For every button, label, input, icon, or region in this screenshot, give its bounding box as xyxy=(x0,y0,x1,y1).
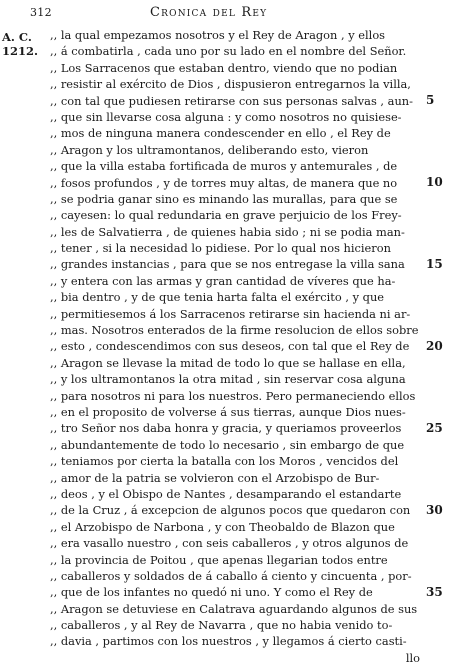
line-number: 10 xyxy=(426,174,443,189)
text-line: ,, cayesen: lo qual redundaria en grave perjuicio de los Frey- xyxy=(50,208,402,223)
text-line: ,, y entera con las armas y gran cantidad de víveres que ha- xyxy=(50,273,396,288)
text-line: ,, esto , condescendimos con sus deseos, con tal que el Rey de xyxy=(50,339,410,354)
text-line: ,, teniamos por cierta la batalla con los Moros , vencidos del xyxy=(50,454,399,469)
text-line: ,, y los ultramontanos la otra mitad , sin reservar cosa alguna xyxy=(50,372,406,387)
line-number: 25 xyxy=(426,420,443,435)
text-line: ,, tro Señor nos daba honra y gracia, y queriamos proveerlos xyxy=(50,421,402,436)
text-line: ,, mas. Nosotros enterados de la firme resolucion de ellos sobre xyxy=(50,323,419,338)
text-line: ,, abundantemente de todo lo necesario , sin embargo de que xyxy=(50,437,405,452)
text-line: ,, fosos profundos , y de torres muy altas, de manera que no xyxy=(50,175,398,190)
margin-year-note xyxy=(2,30,38,58)
text-line: ,, la qual empezamos nosotros y el Rey de Aragon , y ellos xyxy=(50,28,386,42)
running-head: Cronica del Rey xyxy=(150,5,268,20)
text-line: ,, les de Salvatierra , de quienes habia sido ; ni se podia man- xyxy=(50,224,405,239)
text-line: ,, la provincia de Poitou , que apenas llegarian todos entre xyxy=(50,552,388,567)
line-number: 15 xyxy=(426,256,443,271)
text-line: ,, resistir al exército de Dios , dispusieron entregarnos la villa, xyxy=(50,77,411,92)
text-line: ,, amor de la patria se volvieron con el Arzobispo de Bur- xyxy=(50,470,380,485)
margin-era-label: A. C. xyxy=(2,30,32,44)
text-line: ,, Aragon se llevase la mitad de todo lo que se hallase en ella, xyxy=(50,355,406,370)
text-line: ,, para nosotros ni para los nuestros. Pero permaneciendo ellos xyxy=(50,388,416,403)
text-line: ,, grandes instancias , para que se nos entregase la villa sana xyxy=(50,257,405,272)
text-line: ,, mos de ninguna manera condescender en ello , el Rey de xyxy=(50,126,391,141)
text-line: ,, que de los infantes no quedó ni uno. Y como el Rey de xyxy=(50,585,373,600)
text-line: ,, caballeros , y al Rey de Navarra , que no habia venido to- xyxy=(50,618,393,633)
text-line: ,, á combatirla , cada uno por su lado en el nombre del Señor. xyxy=(50,44,407,59)
text-line: ,, que sin llevarse cosa alguna : y como nosotros no quisiese- xyxy=(50,109,402,124)
text-line: ,, deos , y el Obispo de Nantes , desamparando el estandarte xyxy=(50,486,402,501)
text-line: ,, era vasallo nuestro , con seis caballeros , y otros algunos de xyxy=(50,536,409,551)
text-line: ,, se podria ganar sino es minando las murallas, para que se xyxy=(50,191,398,206)
text-line: ,, Aragon se detuviese en Calatrava aguardando algunos de sus xyxy=(50,601,418,616)
text-line: ,, Aragon y los ultramontanos, deliberando esto, vieron xyxy=(50,142,369,157)
line-number: 5 xyxy=(426,92,435,107)
line-number: 30 xyxy=(426,502,443,517)
text-line: ,, de la Cruz , á excepcion de algunos pocos que quedaron con xyxy=(50,503,411,518)
body-text xyxy=(50,27,420,666)
text-line: ,, tener , si la necesidad lo pidiese. Por lo qual nos hicieron xyxy=(50,241,391,256)
text-line: ,, Los Sarracenos que estaban dentro, viendo que no podian xyxy=(50,60,398,75)
line-number: 20 xyxy=(426,338,443,353)
text-line: ,, permitiesemos á los Sarracenos retirarse sin hacienda ni ar- xyxy=(50,306,411,321)
text-line: ,, en el proposito de volverse á sus tierras, aunque Dios nues- xyxy=(50,404,406,419)
text-line: ,, caballeros y soldados de á caballo á ciento y cincuenta , por- xyxy=(50,568,412,583)
page-number: 312 xyxy=(30,6,52,19)
margin-year: 1212. xyxy=(2,44,39,58)
line-number: 35 xyxy=(426,584,443,599)
text-line: ,, con tal que pudiesen retirarse con sus personas salvas , aun- xyxy=(50,93,413,108)
text-line: ,, davia , partimos con los nuestros , y llegamos á cierto casti- xyxy=(50,634,407,649)
text-line: ,, que la villa estaba fortificada de muros y antemurales , de xyxy=(50,159,398,174)
text-line: ,, el Arzobispo de Narbona , y con Theobaldo de Blazon que xyxy=(50,519,395,534)
text-line: ,, bia dentro , y de que tenia harta falta el exército , y que xyxy=(50,290,385,305)
catchword: llo xyxy=(405,650,420,665)
